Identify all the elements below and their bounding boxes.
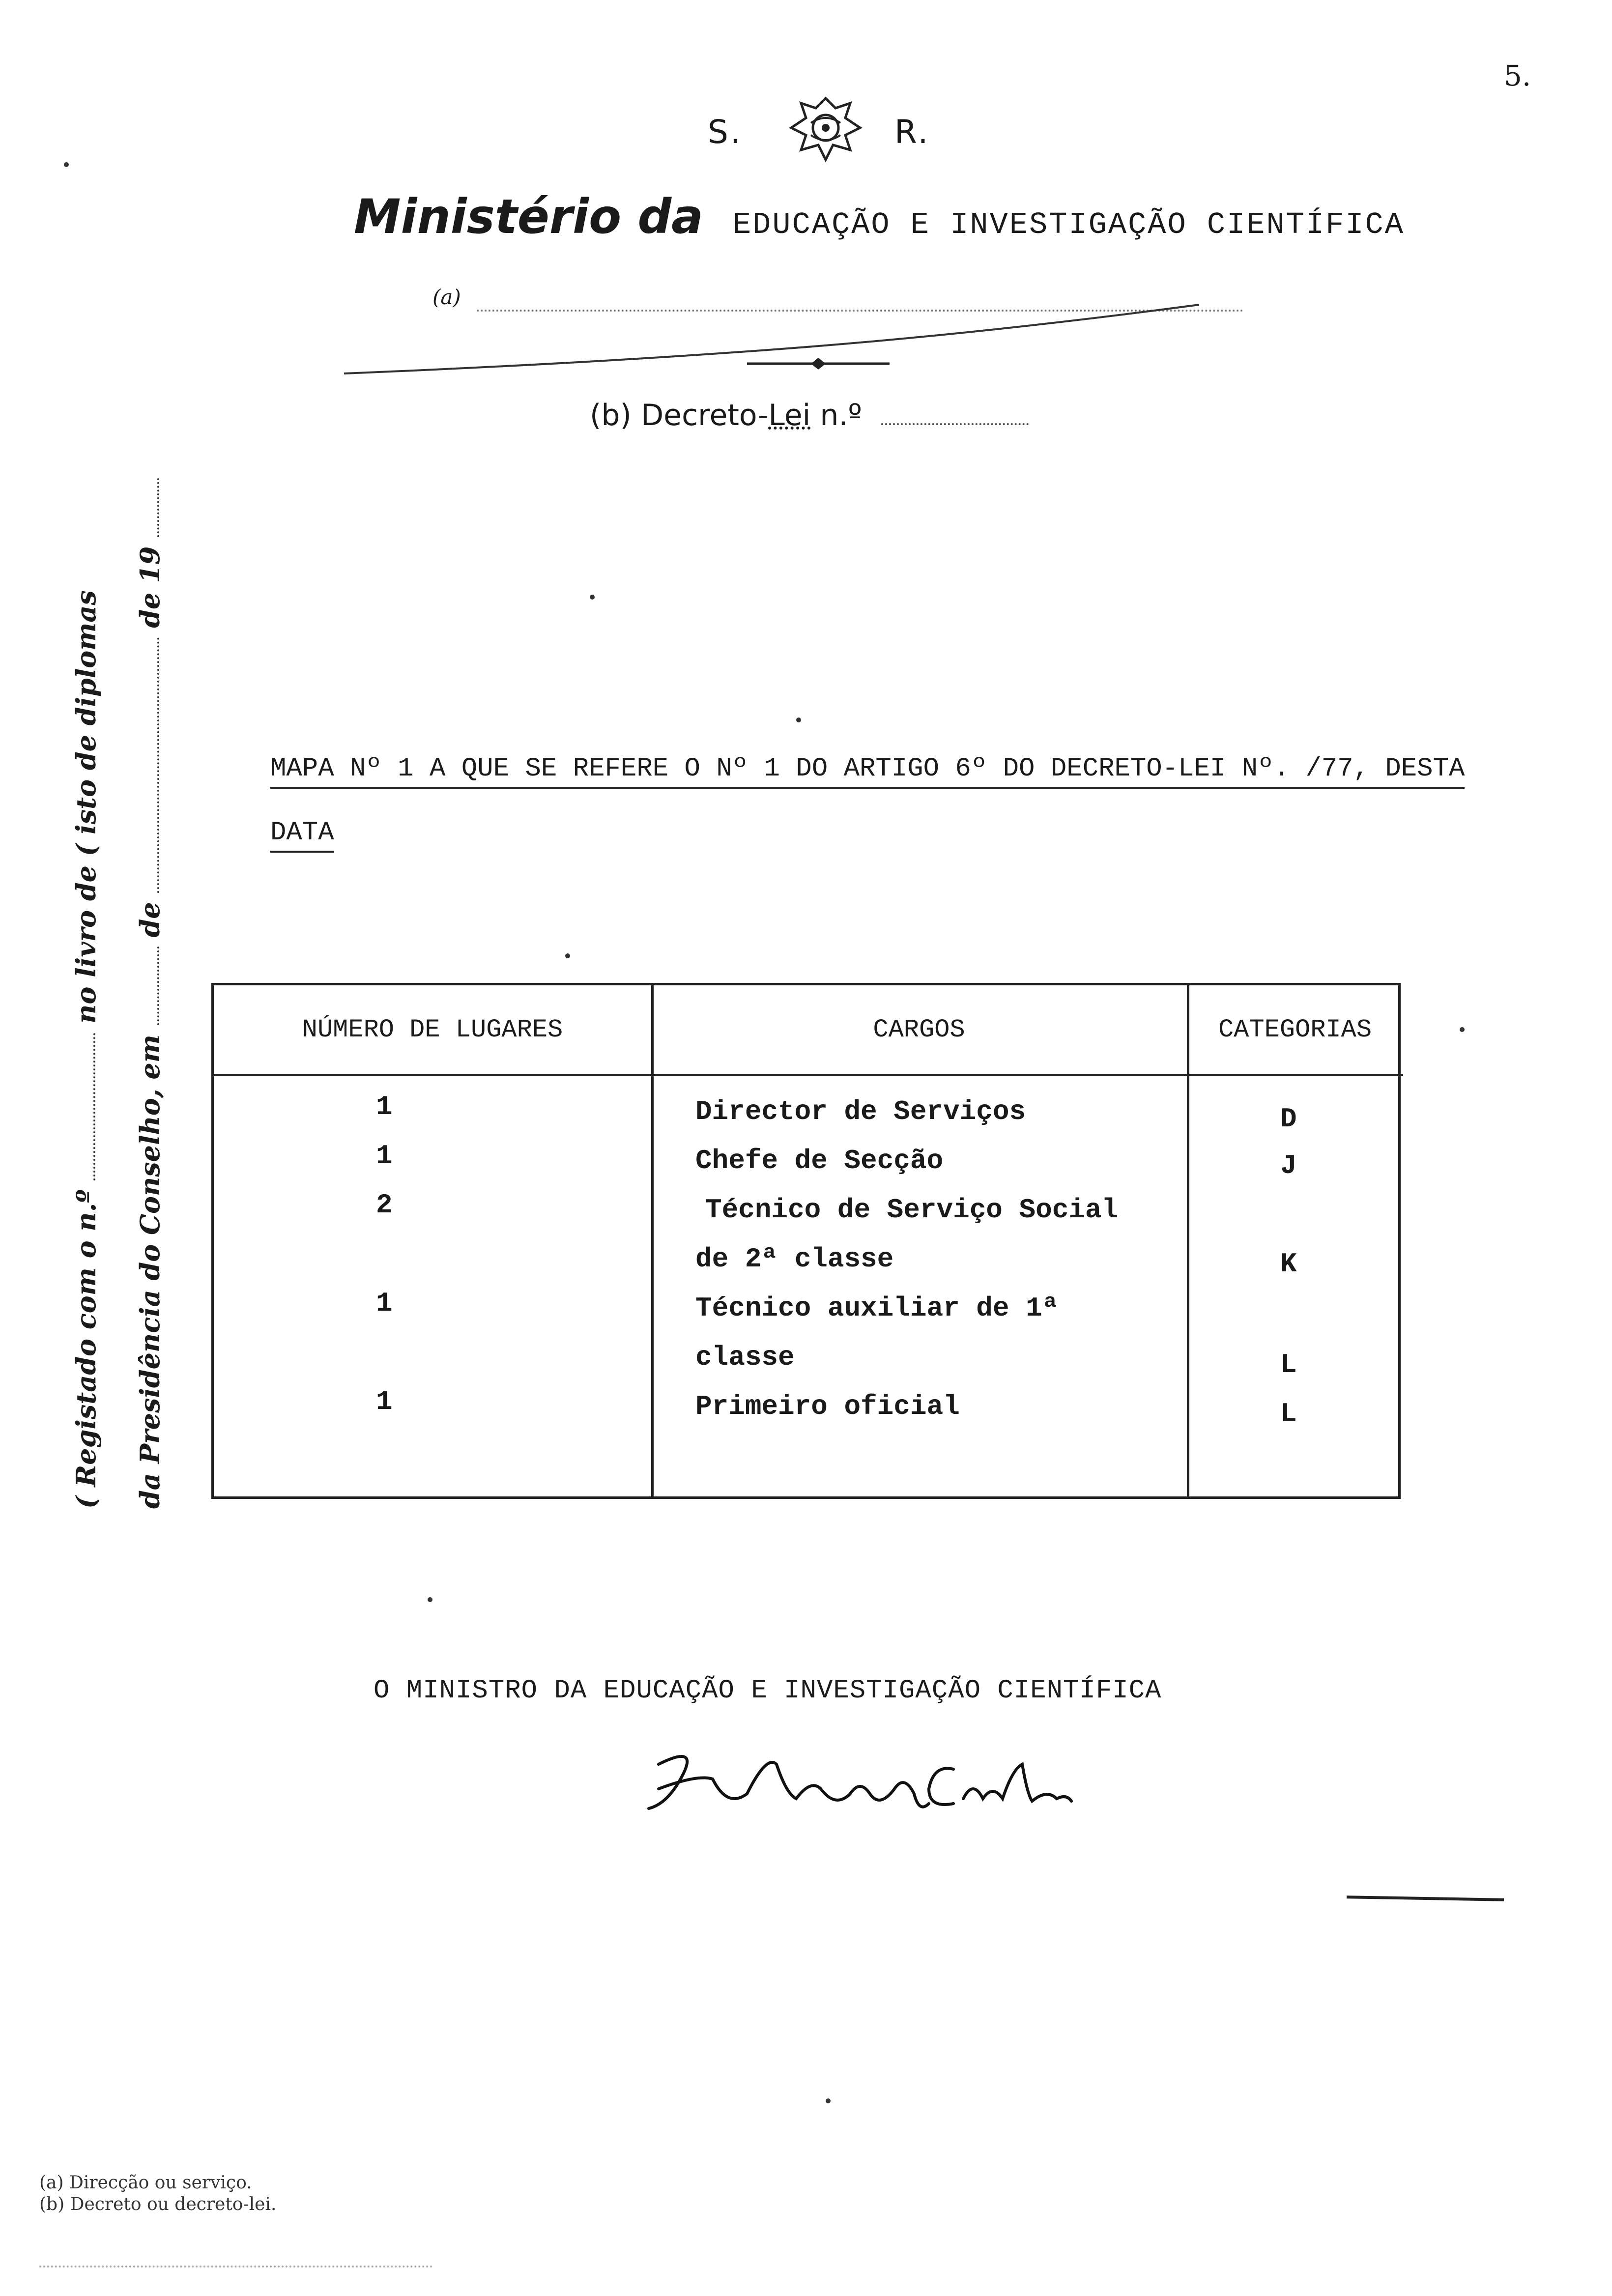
handwritten-signature [639, 1735, 1081, 1833]
cargo-cell: Chefe de Secção [695, 1145, 944, 1177]
registration-book-type: isto de diplomas [70, 590, 102, 834]
map-heading [270, 737, 1548, 865]
service-line-marker: (a) [432, 285, 461, 309]
decree-number-label: n.º [820, 398, 862, 432]
scan-artifact-rule [1347, 1895, 1504, 1901]
lugares-cell: 1 [376, 1386, 393, 1417]
ministry-name: EDUCAÇÃO E INVESTIGAÇÃO CIENTÍFICA [732, 207, 1405, 242]
column-lugares [214, 985, 654, 1496]
signatory-title: O MINISTRO DA EDUCAÇÃO E INVESTIGAÇÃO CIENTÍFICA [374, 1676, 1162, 1706]
column-cargos [651, 985, 1189, 1496]
registration-line-1 [54, 590, 118, 1509]
map-heading-line-1: MAPA Nº 1 A QUE SE REFERE O Nº 1 DO ARTIGO 6º DO DECRETO-LEI Nº. /77, DESTA [270, 754, 1465, 789]
decree-label: Decreto- [640, 398, 769, 432]
registration-month-label: de [134, 902, 166, 938]
scan-speck [428, 1597, 432, 1602]
scan-speck [1460, 1027, 1465, 1032]
seal-letter-s: S. [708, 113, 743, 151]
footnote-b: (b) Decreto ou decreto-lei. [39, 2194, 277, 2214]
lugares-cell: 1 [376, 1091, 393, 1122]
ministry-word: Ministério da [354, 189, 703, 244]
registration-year-label: de 19 [134, 546, 166, 628]
scan-speck [826, 2098, 831, 2103]
registration-year-blank [157, 478, 159, 537]
registration-margin-note [54, 546, 182, 1509]
registration-month-blank [157, 637, 159, 893]
categoria-cell: J [1280, 1150, 1297, 1181]
categoria-cell: K [1280, 1248, 1297, 1280]
categoria-cell: L [1280, 1349, 1297, 1380]
header-categorias: CATEGORIAS [1187, 985, 1403, 1076]
cargo-cell: Director de Serviços [695, 1096, 1026, 1127]
page-number: 5. [1504, 59, 1531, 92]
registration-line-2 [118, 546, 182, 1509]
decree-lei: Lei [768, 398, 811, 432]
lugares-cell: 1 [376, 1288, 393, 1319]
cargo-cell: Técnico auxiliar de 1ª [695, 1292, 1059, 1324]
cargo-cell: Técnico de Serviço Social [705, 1194, 1119, 1226]
map-heading-line-2: DATA [270, 818, 334, 853]
lugares-cell: 2 [376, 1189, 393, 1221]
footnote-a: (a) Direcção ou serviço. [39, 2173, 252, 2193]
cargo-cell: classe [695, 1342, 795, 1373]
header-lugares: NÚMERO DE LUGARES [214, 985, 651, 1076]
scan-speck [565, 953, 570, 958]
scan-speck [796, 718, 801, 722]
seal-header [688, 88, 963, 167]
ministry-heading [354, 189, 1484, 253]
printer-mark [39, 2266, 432, 2267]
categoria-cell: D [1280, 1103, 1297, 1135]
footnotes [39, 2172, 276, 2215]
coat-of-arms-icon [777, 88, 875, 167]
registration-book-label: no livro de ( [70, 843, 102, 1024]
header-cargos: CARGOS [651, 985, 1187, 1076]
registration-number-blank [93, 1033, 95, 1180]
scan-speck [590, 595, 595, 600]
places-table [211, 983, 1401, 1499]
registration-date-label: da Presidência do Conselho, em [134, 1034, 166, 1509]
registration-number-label: ( Registado com o n.º [70, 1189, 102, 1509]
decorative-divider [339, 290, 1273, 388]
decree-line [590, 398, 1029, 432]
decree-marker: (b) [590, 398, 632, 432]
cargo-cell: Primeiro oficial [695, 1391, 960, 1422]
registration-day-blank [157, 947, 159, 1025]
lugares-cell: 1 [376, 1140, 393, 1172]
decree-number-blank [881, 423, 1029, 425]
categoria-cell: L [1280, 1398, 1297, 1430]
cargo-cell: de 2ª classe [695, 1243, 894, 1275]
seal-letter-r: R. [894, 113, 930, 151]
column-categorias [1187, 985, 1403, 1496]
scan-speck [64, 162, 69, 167]
